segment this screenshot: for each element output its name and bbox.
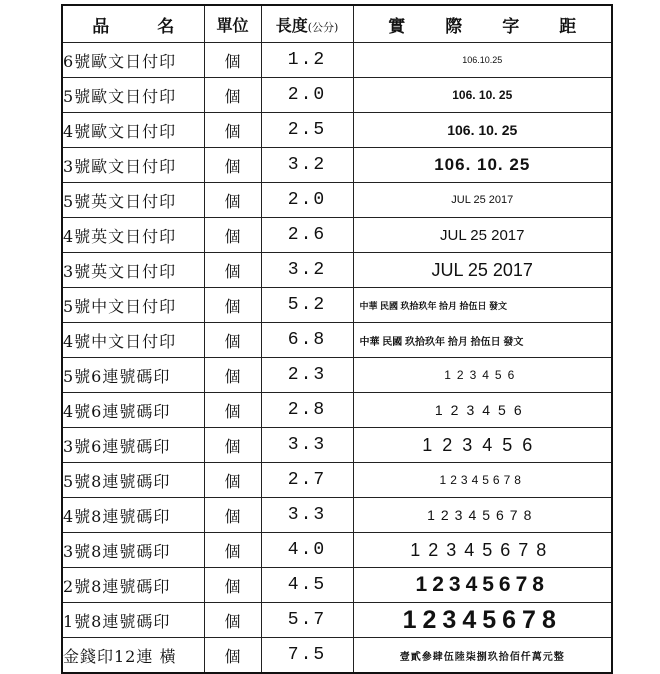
cell-name: 5號8連號碼印 <box>62 463 204 498</box>
header-row <box>62 5 612 43</box>
table-row <box>62 218 612 253</box>
cell-sample: 中華 民國 玖拾玖年 拾月 拾伍日 發文 <box>353 288 612 323</box>
cell-sample: 123456 <box>353 358 612 393</box>
cell-length: 2.3 <box>261 358 353 393</box>
cell-length: 3.3 <box>261 498 353 533</box>
table-row <box>62 603 612 638</box>
cell-length: 2.6 <box>261 218 353 253</box>
cell-sample: 12345678 <box>353 498 612 533</box>
table-row <box>62 113 612 148</box>
cell-unit: 個 <box>204 78 261 113</box>
cell-unit: 個 <box>204 428 261 463</box>
header-sample: 實際字距 <box>353 5 612 43</box>
cell-unit: 個 <box>204 253 261 288</box>
cell-name: 4號8連號碼印 <box>62 498 204 533</box>
cell-name: 3號8連號碼印 <box>62 533 204 568</box>
cell-unit: 個 <box>204 323 261 358</box>
cell-name: 4號中文日付印 <box>62 323 204 358</box>
cell-sample: 12345678 <box>353 603 612 638</box>
table-row <box>62 288 612 323</box>
table-row <box>62 533 612 568</box>
table-row <box>62 78 612 113</box>
cell-length: 7.5 <box>261 638 353 674</box>
cell-sample: 106. 10. 25 <box>353 78 612 113</box>
table-row <box>62 638 612 674</box>
cell-unit: 個 <box>204 218 261 253</box>
cell-sample: 12345678 <box>353 568 612 603</box>
cell-length: 4.0 <box>261 533 353 568</box>
table-row <box>62 253 612 288</box>
cell-unit: 個 <box>204 498 261 533</box>
table-row <box>62 323 612 358</box>
cell-unit: 個 <box>204 113 261 148</box>
cell-name: 4號6連號碼印 <box>62 393 204 428</box>
cell-sample: 12345678 <box>353 463 612 498</box>
cell-length: 1.2 <box>261 43 353 78</box>
cell-name: 5號英文日付印 <box>62 183 204 218</box>
cell-length: 5.2 <box>261 288 353 323</box>
cell-unit: 個 <box>204 288 261 323</box>
cell-unit: 個 <box>204 43 261 78</box>
cell-length: 5.7 <box>261 603 353 638</box>
table-row <box>62 428 612 463</box>
cell-name: 5號中文日付印 <box>62 288 204 323</box>
cell-length: 6.8 <box>261 323 353 358</box>
cell-name: 4號歐文日付印 <box>62 113 204 148</box>
cell-length: 3.2 <box>261 253 353 288</box>
cell-sample: 壹貳參肆伍陸柒捌玖拾佰仟萬元整 <box>353 638 612 674</box>
header-length: 長度(公分) <box>261 5 353 43</box>
header-unit: 單位 <box>204 5 261 43</box>
stamp-spec-table <box>61 4 617 674</box>
cell-unit: 個 <box>204 638 261 674</box>
cell-unit: 個 <box>204 393 261 428</box>
cell-sample: 106. 10. 25 <box>353 113 612 148</box>
header-name: 品名 <box>62 5 204 43</box>
table-row <box>62 463 612 498</box>
cell-name: 3號英文日付印 <box>62 253 204 288</box>
cell-name: 2號8連號碼印 <box>62 568 204 603</box>
cell-unit: 個 <box>204 183 261 218</box>
table-row <box>62 43 612 78</box>
cell-name: 3號6連號碼印 <box>62 428 204 463</box>
cell-unit: 個 <box>204 148 261 183</box>
cell-length: 2.0 <box>261 78 353 113</box>
cell-name: 4號英文日付印 <box>62 218 204 253</box>
cell-name: 5號6連號碼印 <box>62 358 204 393</box>
cell-name: 5號歐文日付印 <box>62 78 204 113</box>
table-row <box>62 393 612 428</box>
cell-length: 3.3 <box>261 428 353 463</box>
cell-length: 3.2 <box>261 148 353 183</box>
cell-length: 2.8 <box>261 393 353 428</box>
cell-sample: JUL 25 2017 <box>353 218 612 253</box>
cell-sample: 106. 10. 25 <box>353 148 612 183</box>
cell-unit: 個 <box>204 603 261 638</box>
cell-length: 2.5 <box>261 113 353 148</box>
cell-length: 4.5 <box>261 568 353 603</box>
cell-name: 3號歐文日付印 <box>62 148 204 183</box>
cell-length: 2.0 <box>261 183 353 218</box>
table-row <box>62 148 612 183</box>
cell-unit: 個 <box>204 533 261 568</box>
table-row <box>62 183 612 218</box>
cell-sample: 12345678 <box>353 533 612 568</box>
table-row <box>62 358 612 393</box>
cell-sample: 123456 <box>353 428 612 463</box>
cell-sample: JUL 25 2017 <box>353 253 612 288</box>
cell-name: 1號8連號碼印 <box>62 603 204 638</box>
cell-name: 金錢印12連 橫 <box>62 638 204 674</box>
table-row <box>62 498 612 533</box>
cell-sample: JUL 25 2017 <box>353 183 612 218</box>
table-row <box>62 568 612 603</box>
cell-unit: 個 <box>204 463 261 498</box>
cell-unit: 個 <box>204 568 261 603</box>
cell-name: 6號歐文日付印 <box>62 43 204 78</box>
cell-length: 2.7 <box>261 463 353 498</box>
cell-sample: 106.10.25 <box>353 43 612 78</box>
cell-unit: 個 <box>204 358 261 393</box>
cell-sample: 中華 民國 玖拾玖年 拾月 拾伍日 發文 <box>353 323 612 358</box>
cell-sample: 123456 <box>353 393 612 428</box>
